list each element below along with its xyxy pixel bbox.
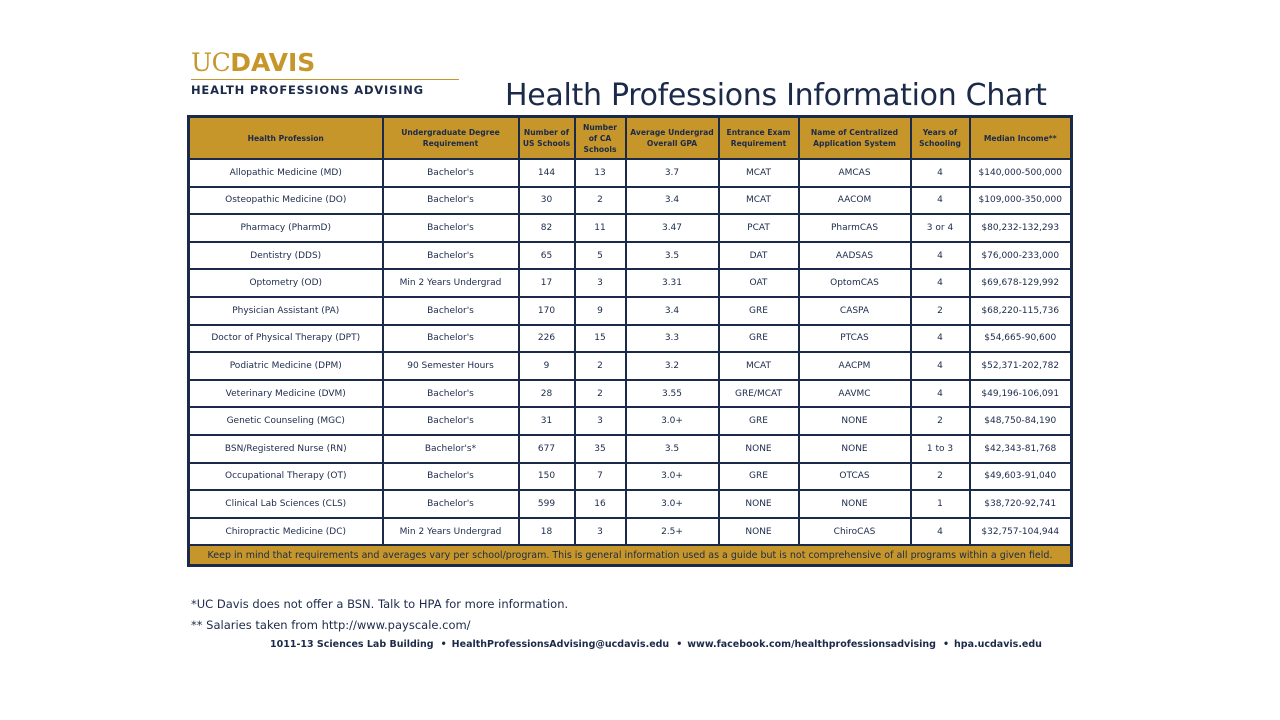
table-cell: 31 bbox=[519, 407, 575, 435]
table-cell: 3.0+ bbox=[626, 407, 719, 435]
table-cell: 3.2 bbox=[626, 352, 719, 380]
table-cell: PCAT bbox=[719, 214, 799, 242]
table-cell: AMCAS bbox=[799, 159, 911, 187]
table-cell: 16 bbox=[575, 490, 626, 518]
table-cell: Veterinary Medicine (DVM) bbox=[189, 380, 383, 408]
table-cell: 3.47 bbox=[626, 214, 719, 242]
table-cell: Bachelor's bbox=[383, 490, 519, 518]
table-cell: 3 bbox=[575, 407, 626, 435]
table-cell: $80,232-132,293 bbox=[970, 214, 1072, 242]
table-cell: 150 bbox=[519, 463, 575, 491]
table-cell: 4 bbox=[911, 159, 970, 187]
table-cell: $76,000-233,000 bbox=[970, 242, 1072, 270]
contact-line bbox=[270, 639, 1042, 650]
table-cell: 3 bbox=[575, 269, 626, 297]
table-cell: BSN/Registered Nurse (RN) bbox=[189, 435, 383, 463]
column-header: Number of US Schools bbox=[519, 117, 575, 160]
table-cell: 3.3 bbox=[626, 325, 719, 353]
table-cell: 11 bbox=[575, 214, 626, 242]
table-cell: Clinical Lab Sciences (CLS) bbox=[189, 490, 383, 518]
table-cell: $109,000-350,000 bbox=[970, 187, 1072, 215]
table-cell: Physician Assistant (PA) bbox=[189, 297, 383, 325]
table-cell: AADSAS bbox=[799, 242, 911, 270]
contact-website[interactable]: hpa.ucdavis.edu bbox=[954, 639, 1042, 650]
table-cell: NONE bbox=[799, 490, 911, 518]
table-cell: 90 Semester Hours bbox=[383, 352, 519, 380]
table-header-row bbox=[189, 117, 1072, 160]
table-cell: Bachelor's bbox=[383, 214, 519, 242]
table-cell: Bachelor's bbox=[383, 187, 519, 215]
table-cell: 7 bbox=[575, 463, 626, 491]
table-cell: PharmCAS bbox=[799, 214, 911, 242]
table-cell: OTCAS bbox=[799, 463, 911, 491]
footnote-salary: ** Salaries taken from http://www.payscale.com/ bbox=[191, 618, 471, 632]
table-cell: Pharmacy (PharmD) bbox=[189, 214, 383, 242]
table-cell: 2 bbox=[575, 380, 626, 408]
table-cell: GRE bbox=[719, 297, 799, 325]
table-cell: 2 bbox=[575, 187, 626, 215]
table-cell: 3 or 4 bbox=[911, 214, 970, 242]
table-cell: 2.5+ bbox=[626, 518, 719, 546]
table-cell: 3.0+ bbox=[626, 463, 719, 491]
table-row bbox=[189, 518, 1072, 546]
table-cell: 2 bbox=[911, 407, 970, 435]
table-cell: Min 2 Years Undergrad bbox=[383, 518, 519, 546]
table-cell: DAT bbox=[719, 242, 799, 270]
table-cell: Doctor of Physical Therapy (DPT) bbox=[189, 325, 383, 353]
table-cell: 17 bbox=[519, 269, 575, 297]
table-cell: 2 bbox=[575, 352, 626, 380]
table-cell: Osteopathic Medicine (DO) bbox=[189, 187, 383, 215]
table-cell: 3.5 bbox=[626, 435, 719, 463]
table-cell: 5 bbox=[575, 242, 626, 270]
table-cell: 1 bbox=[911, 490, 970, 518]
table-cell: NONE bbox=[799, 407, 911, 435]
table-cell: $54,665-90,600 bbox=[970, 325, 1072, 353]
table-row bbox=[189, 214, 1072, 242]
table-row bbox=[189, 352, 1072, 380]
table-cell: 4 bbox=[911, 518, 970, 546]
table-cell: 3.55 bbox=[626, 380, 719, 408]
table-row bbox=[189, 187, 1072, 215]
column-header: Entrance Exam Requirement bbox=[719, 117, 799, 160]
table-cell: Chiropractic Medicine (DC) bbox=[189, 518, 383, 546]
table-cell: Bachelor's bbox=[383, 380, 519, 408]
table-cell: Bachelor's bbox=[383, 325, 519, 353]
table-cell: 3.7 bbox=[626, 159, 719, 187]
table-cell: 4 bbox=[911, 380, 970, 408]
table-cell: 4 bbox=[911, 352, 970, 380]
table-cell: $68,220-115,736 bbox=[970, 297, 1072, 325]
table-cell: $48,750-84,190 bbox=[970, 407, 1072, 435]
table-cell: GRE bbox=[719, 325, 799, 353]
table-cell: MCAT bbox=[719, 352, 799, 380]
table-cell: OAT bbox=[719, 269, 799, 297]
table-row bbox=[189, 407, 1072, 435]
table-cell: 677 bbox=[519, 435, 575, 463]
table-cell: 3.4 bbox=[626, 297, 719, 325]
table-cell: 9 bbox=[519, 352, 575, 380]
table-cell: 4 bbox=[911, 269, 970, 297]
column-header: Health Profession bbox=[189, 117, 383, 160]
table-cell: NONE bbox=[719, 518, 799, 546]
column-header: Name of Centralized Application System bbox=[799, 117, 911, 160]
table-cell: PTCAS bbox=[799, 325, 911, 353]
column-header: Median Income** bbox=[970, 117, 1072, 160]
table-cell: Bachelor's bbox=[383, 407, 519, 435]
table-cell: $69,678-129,992 bbox=[970, 269, 1072, 297]
table-cell: Occupational Therapy (OT) bbox=[189, 463, 383, 491]
table-cell: 2 bbox=[911, 297, 970, 325]
table-cell: GRE bbox=[719, 407, 799, 435]
table-cell: 1 to 3 bbox=[911, 435, 970, 463]
table-cell: MCAT bbox=[719, 187, 799, 215]
table-cell: Genetic Counseling (MGC) bbox=[189, 407, 383, 435]
table-cell: Allopathic Medicine (MD) bbox=[189, 159, 383, 187]
bullet-separator: • bbox=[942, 639, 950, 650]
table-cell: 170 bbox=[519, 297, 575, 325]
contact-building: 1011-13 Sciences Lab Building bbox=[270, 639, 434, 650]
table-cell: 13 bbox=[575, 159, 626, 187]
table-cell: AACPM bbox=[799, 352, 911, 380]
contact-email[interactable]: HealthProfessionsAdvising@ucdavis.edu bbox=[451, 639, 670, 650]
table-cell: OptomCAS bbox=[799, 269, 911, 297]
table-cell: AAVMC bbox=[799, 380, 911, 408]
table-cell: 9 bbox=[575, 297, 626, 325]
table-cell: MCAT bbox=[719, 159, 799, 187]
table-cell: $140,000-500,000 bbox=[970, 159, 1072, 187]
table-cell: 2 bbox=[911, 463, 970, 491]
table-cell: Bachelor's bbox=[383, 242, 519, 270]
table-cell: AACOM bbox=[799, 187, 911, 215]
table-row bbox=[189, 490, 1072, 518]
table-cell: 144 bbox=[519, 159, 575, 187]
table-cell: GRE bbox=[719, 463, 799, 491]
logo-subtitle: HEALTH PROFESSIONS ADVISING bbox=[191, 83, 424, 97]
table-row bbox=[189, 242, 1072, 270]
table-cell: $49,603-91,040 bbox=[970, 463, 1072, 491]
table-row bbox=[189, 463, 1072, 491]
ucdavis-logo bbox=[191, 50, 463, 97]
table-cell: 15 bbox=[575, 325, 626, 353]
table-cell: $49,196-106,091 bbox=[970, 380, 1072, 408]
table-cell: 65 bbox=[519, 242, 575, 270]
table-row bbox=[189, 325, 1072, 353]
table-cell: 599 bbox=[519, 490, 575, 518]
table-row bbox=[189, 269, 1072, 297]
table-cell: 3.4 bbox=[626, 187, 719, 215]
table-note: Keep in mind that requirements and averages vary per school/program. This is general information used as a guide but is not comprehensive of all programs within a given field. bbox=[189, 545, 1072, 566]
table-cell: 3 bbox=[575, 518, 626, 546]
column-header: Number of CA Schools bbox=[575, 117, 626, 160]
bullet-separator: • bbox=[676, 639, 683, 650]
table-cell: $42,343-81,768 bbox=[970, 435, 1072, 463]
table-cell: $52,371-202,782 bbox=[970, 352, 1072, 380]
logo-davis: DAVIS bbox=[230, 48, 316, 77]
table-row bbox=[189, 159, 1072, 187]
table-cell: Bachelor's bbox=[383, 297, 519, 325]
bullet-separator: • bbox=[440, 639, 447, 650]
column-header: Years of Schooling bbox=[911, 117, 970, 160]
table-row bbox=[189, 297, 1072, 325]
table-cell: NONE bbox=[719, 490, 799, 518]
table-cell: 4 bbox=[911, 242, 970, 270]
table-cell: Min 2 Years Undergrad bbox=[383, 269, 519, 297]
table-note-row bbox=[189, 545, 1072, 566]
table-cell: Optometry (OD) bbox=[189, 269, 383, 297]
table-cell: GRE/MCAT bbox=[719, 380, 799, 408]
table-cell: Dentistry (DDS) bbox=[189, 242, 383, 270]
column-header: Average Undergrad Overall GPA bbox=[626, 117, 719, 160]
logo-uc: UC bbox=[191, 48, 231, 77]
logo-divider bbox=[191, 79, 459, 80]
logo-wordmark bbox=[191, 50, 463, 76]
table-cell: Bachelor's bbox=[383, 159, 519, 187]
table-cell: 3.0+ bbox=[626, 490, 719, 518]
table-row bbox=[189, 380, 1072, 408]
table-cell: Bachelor's* bbox=[383, 435, 519, 463]
page-title: Health Professions Information Chart bbox=[505, 78, 1047, 113]
table-cell: ChiroCAS bbox=[799, 518, 911, 546]
table-cell: 3.5 bbox=[626, 242, 719, 270]
table-row bbox=[189, 435, 1072, 463]
table-cell: 226 bbox=[519, 325, 575, 353]
table-cell: 4 bbox=[911, 325, 970, 353]
table-cell: 28 bbox=[519, 380, 575, 408]
table-cell: $32,757-104,944 bbox=[970, 518, 1072, 546]
table-cell: 3.31 bbox=[626, 269, 719, 297]
footnote-bsn: *UC Davis does not offer a BSN. Talk to HPA for more information. bbox=[191, 597, 569, 611]
table-cell: NONE bbox=[719, 435, 799, 463]
contact-facebook[interactable]: www.facebook.com/healthprofessionsadvising bbox=[687, 639, 936, 650]
table-cell: Podiatric Medicine (DPM) bbox=[189, 352, 383, 380]
table-cell: 4 bbox=[911, 187, 970, 215]
table-cell: NONE bbox=[799, 435, 911, 463]
table-cell: 35 bbox=[575, 435, 626, 463]
table-cell: 82 bbox=[519, 214, 575, 242]
column-header: Undergraduate Degree Requirement bbox=[383, 117, 519, 160]
table-cell: CASPA bbox=[799, 297, 911, 325]
table-cell: 30 bbox=[519, 187, 575, 215]
information-table bbox=[187, 115, 1073, 567]
table-cell: $38,720-92,741 bbox=[970, 490, 1072, 518]
table-cell: Bachelor's bbox=[383, 463, 519, 491]
table-cell: 18 bbox=[519, 518, 575, 546]
